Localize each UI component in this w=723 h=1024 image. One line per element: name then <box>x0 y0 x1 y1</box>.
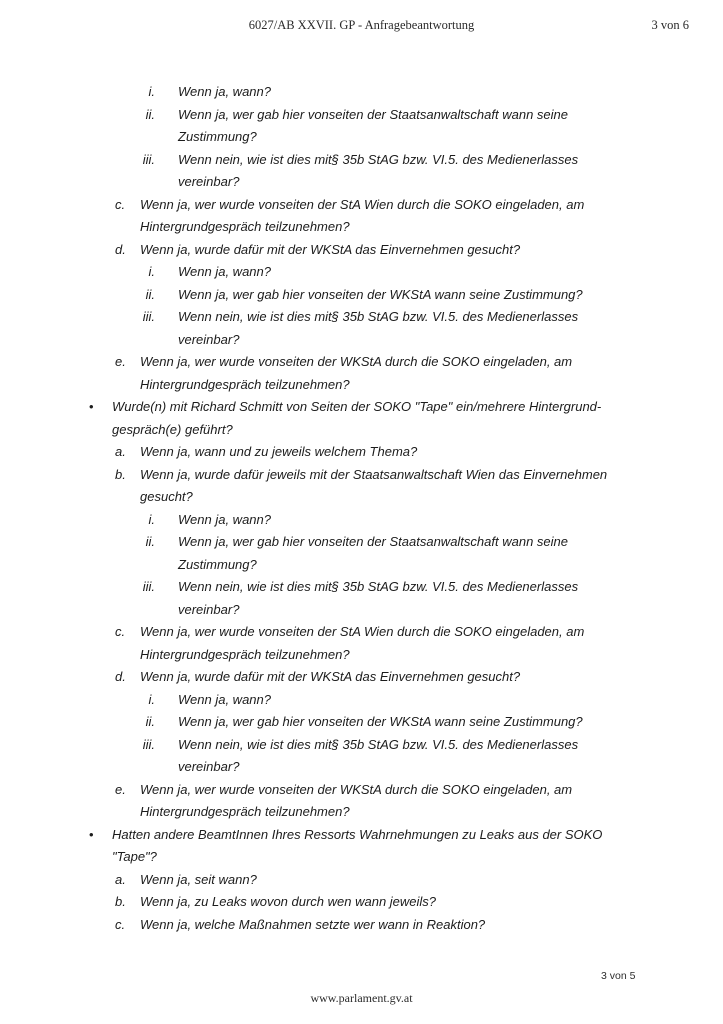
list-item <box>0 149 723 194</box>
list-text: Wenn ja, wer gab hier vonseiten der WKStA wann seine Zustimmung? <box>178 714 583 729</box>
list-marker: ii. <box>145 714 155 729</box>
page-header <box>0 18 723 33</box>
list-text: Wenn ja, wer gab hier vonseiten der Staatsanwaltschaft wann seine Zustimmung? <box>178 106 568 144</box>
list-text: Wenn ja, wer wurde vonseiten der StA Wien durch die SOKO eingeladen, am Hintergrundgespräch teilzunehmen? <box>140 624 585 662</box>
list-marker: b. <box>115 466 126 482</box>
list-text: Wenn ja, wurde dafür mit der WKStA das Einvernehmen gesucht? <box>140 241 521 257</box>
footer-website: www.parlament.gv.at <box>310 991 413 1005</box>
list-item <box>0 239 723 262</box>
list-item <box>0 509 723 532</box>
list-item <box>0 891 723 914</box>
list-text: Wenn ja, wann? <box>178 264 271 279</box>
list-text: Wenn ja, wer wurde vonseiten der WKStA durch die SOKO eingeladen, am Hintergrundgespräch teilzunehmen? <box>140 781 573 819</box>
list-item <box>0 576 723 621</box>
list-item <box>0 194 723 239</box>
list-marker: c. <box>115 916 126 932</box>
list-marker: iii. <box>142 151 155 167</box>
list-text: Hatten andere BeamtInnen Ihres Ressorts Wahrnehmungen zu Leaks aus der SOKO "Tape"? <box>112 826 603 864</box>
list-text: Wenn ja, wer wurde vonseiten der WKStA durch die SOKO eingeladen, am Hintergrundgespräch teilzunehmen? <box>140 354 573 392</box>
list-item <box>0 284 723 307</box>
list-marker: b. <box>115 894 126 909</box>
list-item <box>0 914 723 937</box>
list-item <box>0 734 723 779</box>
list-item <box>0 104 723 149</box>
list-marker: ii. <box>145 106 155 122</box>
list-text: Wenn ja, zu Leaks wovon durch wen wann jeweils? <box>140 894 437 909</box>
list-marker: i. <box>148 84 155 99</box>
list-marker: ii. <box>145 286 155 302</box>
list-text: Wenn ja, wer wurde vonseiten der StA Wien durch die SOKO eingeladen, am Hintergrundgespräch teilzunehmen? <box>140 196 585 234</box>
list-text: Wenn nein, wie ist dies mit§ 35b StAG bzw. VI.5. des Medienerlasses vereinbar? <box>178 151 579 189</box>
list-text: Wenn ja, wann und zu jeweils welchem Thema? <box>140 444 418 459</box>
list-item <box>0 621 723 666</box>
list-text: Wenn ja, wurde dafür jeweils mit der Staatsanwaltschaft Wien das Einvernehmen gesucht? <box>140 466 608 504</box>
list-item <box>0 81 723 104</box>
list-marker: i. <box>148 691 155 707</box>
list-marker: iii. <box>142 579 155 594</box>
list-text: Wenn ja, wann? <box>178 691 271 707</box>
list-item <box>0 306 723 351</box>
list-item <box>0 351 723 396</box>
list-marker: e. <box>115 781 126 797</box>
list-item <box>0 464 723 509</box>
list-text: Wurde(n) mit Richard Schmitt von Seiten der SOKO "Tape" ein/mehrere Hintergrund-gespräch(e) geführt? <box>112 399 602 437</box>
list-text: Wenn nein, wie ist dies mit§ 35b StAG bzw. VI.5. des Medienerlasses vereinbar? <box>178 579 579 617</box>
header-page-number: 3 von 6 <box>651 18 689 32</box>
list-marker: ii. <box>145 534 155 549</box>
list-text: Wenn nein, wie ist dies mit§ 35b StAG bzw. VI.5. des Medienerlasses vereinbar? <box>178 736 579 774</box>
list-item <box>0 531 723 576</box>
list-item <box>0 666 723 689</box>
list-item <box>0 689 723 712</box>
list-text: Wenn ja, wann? <box>178 84 271 99</box>
list-marker: i. <box>148 511 155 527</box>
list-item <box>0 824 723 869</box>
list-marker: e. <box>115 354 126 369</box>
list-item <box>0 869 723 892</box>
list-text: Wenn nein, wie ist dies mit§ 35b StAG bzw. VI.5. des Medienerlasses vereinbar? <box>178 309 579 347</box>
list-item <box>0 711 723 734</box>
list-item <box>0 441 723 464</box>
list-marker: c. <box>115 196 126 212</box>
list-text: Wenn ja, wer gab hier vonseiten der WKStA wann seine Zustimmung? <box>178 286 583 302</box>
footer-page-number: 3 von 5 <box>601 970 636 982</box>
list-item <box>0 396 723 441</box>
list-marker: d. <box>115 669 126 684</box>
question-list <box>0 81 723 936</box>
document-title: 6027/AB XXVII. GP - Anfragebeantwortung <box>248 18 475 32</box>
bullet-marker: • <box>89 399 94 414</box>
list-text: Wenn ja, wer gab hier vonseiten der Staatsanwaltschaft wann seine Zustimmung? <box>178 534 568 572</box>
list-marker: a. <box>115 444 126 459</box>
list-item <box>0 261 723 284</box>
list-text: Wenn ja, welche Maßnahmen setzte wer wann in Reaktion? <box>140 916 486 932</box>
list-text: Wenn ja, wurde dafür mit der WKStA das Einvernehmen gesucht? <box>140 669 521 684</box>
list-marker: d. <box>115 241 126 257</box>
list-text: Wenn ja, wann? <box>178 511 271 527</box>
list-marker: iii. <box>142 736 155 752</box>
list-item <box>0 779 723 824</box>
list-marker: iii. <box>142 309 155 324</box>
list-marker: i. <box>148 264 155 279</box>
list-text: Wenn ja, seit wann? <box>140 871 257 887</box>
list-marker: c. <box>115 624 126 639</box>
list-marker: a. <box>115 871 126 887</box>
bullet-marker: • <box>89 826 94 842</box>
